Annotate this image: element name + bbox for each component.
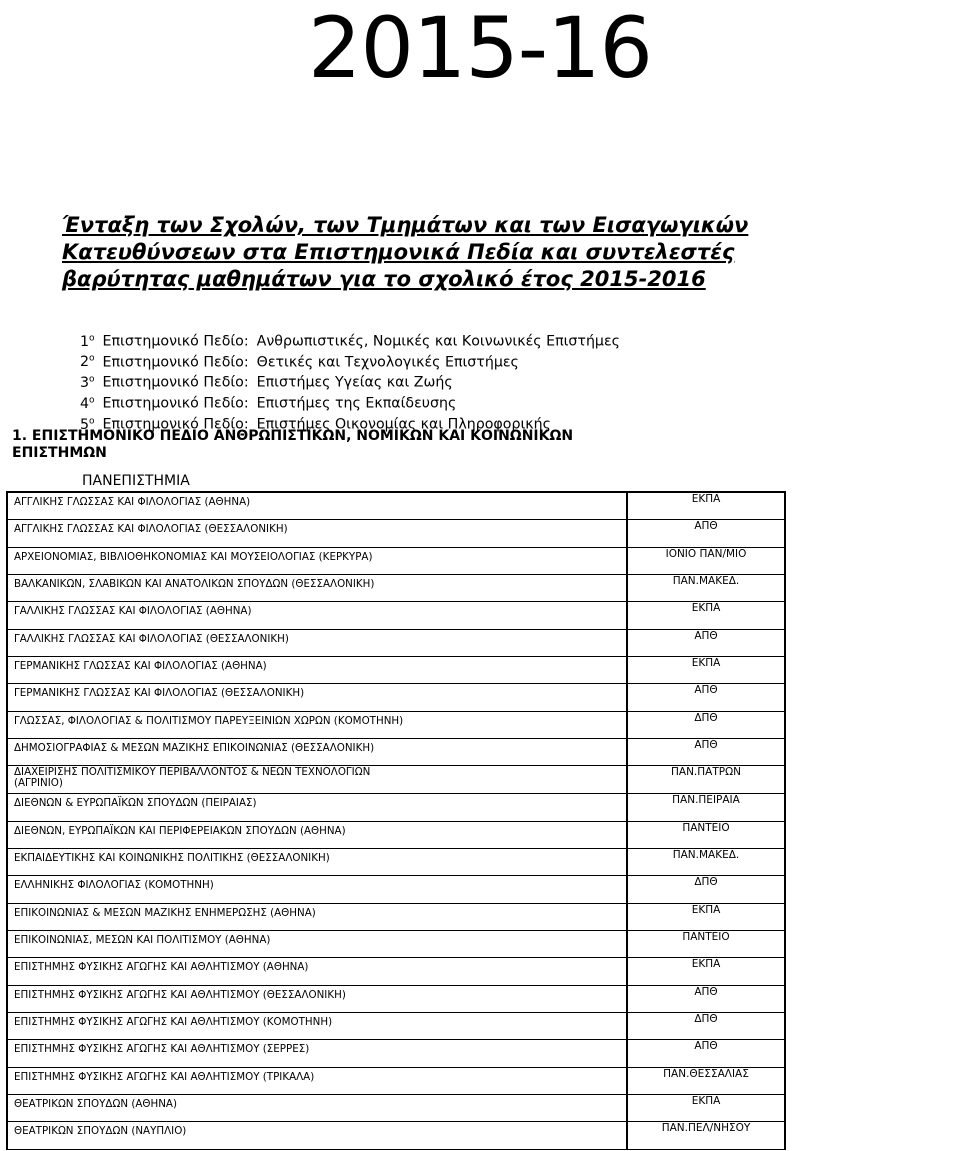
heading-line: Κατευθύνσεων στα Επιστημονικά Πεδία και συντελεστές bbox=[62, 240, 735, 264]
department-cell: ΕΚΠΑΙΔΕΥΤΙΚΗΣ ΚΑΙ ΚΟΙΝΩΝΙΚΗΣ ΠΟΛΙΤΙΚΗΣ (ΘΕΣΣΑΛΟΝΙΚΗ) bbox=[8, 849, 628, 875]
table-row bbox=[8, 1040, 786, 1067]
scientific-field-item bbox=[80, 371, 940, 392]
department-cell: ΔΙΑΧΕΙΡΙΣΗΣ ΠΟΛΙΤΙΣΜΙΚΟΥ ΠΕΡΙΒΑΛΛΟΝΤΟΣ & ΝΕΩΝ ΤΕΧΝΟΛΟΓΙΩΝ (ΑΓΡΙΝΙΟ) bbox=[8, 766, 628, 793]
university-cell: ΑΠΘ bbox=[628, 986, 786, 1012]
table-row bbox=[8, 684, 786, 711]
universities-heading: ΠΑΝΕΠΙΣΤΗΜΙΑ bbox=[82, 473, 190, 489]
field-name: Ανθρωπιστικές, Νομικές και Κοινωνικές Επιστήμες bbox=[256, 333, 620, 350]
department-cell: ΕΠΙΣΤΗΜΗΣ ΦΥΣΙΚΗΣ ΑΓΩΓΗΣ ΚΑΙ ΑΘΛΗΤΙΣΜΟΥ (ΑΘΗΝΑ) bbox=[8, 958, 628, 984]
university-cell: ΕΚΠΑ bbox=[628, 1095, 786, 1121]
table-row bbox=[8, 1095, 786, 1122]
field-label: Επιστημονικό Πεδίο: bbox=[102, 375, 249, 392]
table-row bbox=[8, 548, 786, 575]
university-cell: ΕΚΠΑ bbox=[628, 904, 786, 930]
department-cell: ΔΙΕΘΝΩΝ, ΕΥΡΩΠΑΪΚΩΝ ΚΑΙ ΠΕΡΙΦΕΡΕΙΑΚΩΝ ΣΠΟΥΔΩΝ (ΑΘΗΝΑ) bbox=[8, 822, 628, 848]
field-number: $3^o$ bbox=[80, 374, 95, 392]
table-row bbox=[8, 849, 786, 876]
table-row bbox=[8, 1068, 786, 1095]
field-number: $4^o$ bbox=[80, 395, 95, 412]
scientific-field-item bbox=[80, 351, 940, 372]
university-cell: ΑΠΘ bbox=[628, 739, 786, 765]
field-number: $5^o$ bbox=[80, 415, 95, 433]
table-row bbox=[8, 657, 786, 684]
document-heading bbox=[62, 212, 942, 293]
university-cell: ΔΠΘ bbox=[628, 712, 786, 738]
field-name: Θετικές και Τεχνολογικές Επιστήμες bbox=[256, 354, 519, 371]
table-row bbox=[8, 766, 786, 794]
table-row bbox=[8, 1013, 786, 1040]
field-name: Επιστήμες Υγείας και Ζωής bbox=[256, 375, 453, 392]
field-label: Επιστημονικό Πεδίο: bbox=[102, 395, 249, 412]
university-cell: ΕΚΠΑ bbox=[628, 958, 786, 984]
university-cell: ΑΠΘ bbox=[628, 630, 786, 656]
section-title-line: 1. ΕΠΙΣΤΗΜΟΝΙΚΟ ΠΕΔΙΟ ΑΝΘΡΩΠΙΣΤΙΚΩΝ, ΝΟΜΙΚΩΝ ΚΑΙ ΚΟΙΝΩΝΙΚΩΝ bbox=[12, 428, 574, 444]
department-cell: ΕΠΙΣΤΗΜΗΣ ΦΥΣΙΚΗΣ ΑΓΩΓΗΣ ΚΑΙ ΑΘΛΗΤΙΣΜΟΥ (ΘΕΣΣΑΛΟΝΙΚΗ) bbox=[8, 986, 628, 1012]
university-cell: ΕΚΠΑ bbox=[628, 657, 786, 683]
heading-line: βαρύτητας μαθημάτων για το σχολικό έτος 2015-2016 bbox=[62, 267, 706, 291]
slide-title: 2015-16 bbox=[308, 0, 652, 97]
department-cell: ΒΑΛΚΑΝΙΚΩΝ, ΣΛΑΒΙΚΩΝ ΚΑΙ ΑΝΑΤΟΛΙΚΩΝ ΣΠΟΥΔΩΝ (ΘΕΣΣΑΛΟΝΙΚΗ) bbox=[8, 575, 628, 601]
department-cell: ΑΓΓΛΙΚΗΣ ΓΛΩΣΣΑΣ ΚΑΙ ΦΙΛΟΛΟΓΙΑΣ (ΑΘΗΝΑ) bbox=[8, 493, 628, 519]
field-label: Επιστημονικό Πεδίο: bbox=[102, 354, 249, 371]
scientific-field-item bbox=[80, 392, 940, 413]
university-cell: ΠΑΝ.ΠΕΛ/ΝΗΣΟΥ bbox=[628, 1122, 786, 1148]
department-cell: ΕΠΙΣΤΗΜΗΣ ΦΥΣΙΚΗΣ ΑΓΩΓΗΣ ΚΑΙ ΑΘΛΗΤΙΣΜΟΥ (ΤΡΙΚΑΛΑ) bbox=[8, 1068, 628, 1094]
table-row bbox=[8, 794, 786, 821]
table-row bbox=[8, 712, 786, 739]
table-row bbox=[8, 876, 786, 903]
university-cell: ΔΠΘ bbox=[628, 876, 786, 902]
university-cell: ΠΑΝ.ΜΑΚΕΔ. bbox=[628, 575, 786, 601]
university-cell: ΑΠΘ bbox=[628, 520, 786, 546]
department-cell: ΘΕΑΤΡΙΚΩΝ ΣΠΟΥΔΩΝ (ΝΑΥΠΛΙΟ) bbox=[8, 1122, 628, 1148]
department-cell: ΔΗΜΟΣΙΟΓΡΑΦΙΑΣ & ΜΕΣΩΝ ΜΑΖΙΚΗΣ ΕΠΙΚΟΙΝΩΝΙΑΣ (ΘΕΣΣΑΛΟΝΙΚΗ) bbox=[8, 739, 628, 765]
table-row bbox=[8, 1122, 786, 1149]
department-cell: ΘΕΑΤΡΙΚΩΝ ΣΠΟΥΔΩΝ (ΑΘΗΝΑ) bbox=[8, 1095, 628, 1121]
university-cell: ΕΚΠΑ bbox=[628, 602, 786, 628]
department-cell: ΓΑΛΛΙΚΗΣ ΓΛΩΣΣΑΣ ΚΑΙ ΦΙΛΟΛΟΓΙΑΣ (ΑΘΗΝΑ) bbox=[8, 602, 628, 628]
department-cell: ΕΠΙΣΤΗΜΗΣ ΦΥΣΙΚΗΣ ΑΓΩΓΗΣ ΚΑΙ ΑΘΛΗΤΙΣΜΟΥ (ΚΟΜΟΤΗΝΗ) bbox=[8, 1013, 628, 1039]
table-row bbox=[8, 493, 786, 520]
field-name: Επιστήμες Οικονομίας και Πληροφορικής bbox=[256, 416, 551, 433]
field-number: $2^o$ bbox=[80, 353, 95, 371]
department-cell: ΔΙΕΘΝΩΝ & ΕΥΡΩΠΑΪΚΩΝ ΣΠΟΥΔΩΝ (ΠΕΙΡΑΙΑΣ) bbox=[8, 794, 628, 820]
department-cell: ΕΛΛΗΝΙΚΗΣ ΦΙΛΟΛΟΓΙΑΣ (ΚΟΜΟΤΗΝΗ) bbox=[8, 876, 628, 902]
department-cell: ΕΠΙΣΤΗΜΗΣ ΦΥΣΙΚΗΣ ΑΓΩΓΗΣ ΚΑΙ ΑΘΛΗΤΙΣΜΟΥ (ΣΕΡΡΕΣ) bbox=[8, 1040, 628, 1066]
field-name: Επιστήμες της Εκπαίδευσης bbox=[256, 395, 457, 412]
table-row bbox=[8, 575, 786, 602]
department-cell: ΕΠΙΚΟΙΝΩΝΙΑΣ & ΜΕΣΩΝ ΜΑΖΙΚΗΣ ΕΝΗΜΕΡΩΣΗΣ (ΑΘΗΝΑ) bbox=[8, 904, 628, 930]
field-label: Επιστημονικό Πεδίο: bbox=[102, 333, 249, 350]
university-cell: ΙΟΝΙΟ ΠΑΝ/ΜΙΟ bbox=[628, 548, 786, 574]
table-row bbox=[8, 931, 786, 958]
department-cell: ΕΠΙΚΟΙΝΩΝΙΑΣ, ΜΕΣΩΝ ΚΑΙ ΠΟΛΙΤΙΣΜΟΥ (ΑΘΗΝΑ) bbox=[8, 931, 628, 957]
table-row bbox=[8, 958, 786, 985]
university-cell: ΠΑΝ.ΜΑΚΕΔ. bbox=[628, 849, 786, 875]
table-row bbox=[8, 630, 786, 657]
table-row bbox=[8, 602, 786, 629]
table-row bbox=[8, 986, 786, 1013]
field-label: Επιστημονικό Πεδίο: bbox=[102, 416, 249, 433]
university-cell: ΑΠΘ bbox=[628, 1040, 786, 1066]
scientific-fields-list bbox=[80, 330, 940, 434]
university-cell: ΠΑΝ.ΠΕΙΡΑΙΑ bbox=[628, 794, 786, 820]
department-cell: ΑΓΓΛΙΚΗΣ ΓΛΩΣΣΑΣ ΚΑΙ ΦΙΛΟΛΟΓΙΑΣ (ΘΕΣΣΑΛΟΝΙΚΗ) bbox=[8, 520, 628, 546]
department-cell: ΓΑΛΛΙΚΗΣ ΓΛΩΣΣΑΣ ΚΑΙ ΦΙΛΟΛΟΓΙΑΣ (ΘΕΣΣΑΛΟΝΙΚΗ) bbox=[8, 630, 628, 656]
department-cell: ΓΕΡΜΑΝΙΚΗΣ ΓΛΩΣΣΑΣ ΚΑΙ ΦΙΛΟΛΟΓΙΑΣ (ΑΘΗΝΑ) bbox=[8, 657, 628, 683]
table-row bbox=[8, 904, 786, 931]
section-title bbox=[12, 428, 912, 462]
section-title-line: ΕΠΙΣΤΗΜΩΝ bbox=[12, 445, 107, 461]
scientific-field-item bbox=[80, 330, 940, 351]
table-row bbox=[8, 520, 786, 547]
university-cell: ΔΠΘ bbox=[628, 1013, 786, 1039]
departments-table bbox=[6, 491, 786, 1150]
department-cell: ΑΡΧΕΙΟΝΟΜΙΑΣ, ΒΙΒΛΙΟΘΗΚΟΝΟΜΙΑΣ ΚΑΙ ΜΟΥΣΕΙΟΛΟΓΙΑΣ (ΚΕΡΚΥΡΑ) bbox=[8, 548, 628, 574]
university-cell: ΠΑΝ.ΠΑΤΡΩΝ bbox=[628, 766, 786, 793]
university-cell: ΑΠΘ bbox=[628, 684, 786, 710]
heading-line: Ένταξη των Σχολών, των Τμημάτων και των Εισαγωγικών bbox=[62, 213, 749, 237]
university-cell: ΕΚΠΑ bbox=[628, 493, 786, 519]
field-number: $1^o$ bbox=[80, 333, 95, 350]
university-cell: ΠΑΝ.ΘΕΣΣΑΛΙΑΣ bbox=[628, 1068, 786, 1094]
table-row bbox=[8, 739, 786, 766]
department-cell: ΓΕΡΜΑΝΙΚΗΣ ΓΛΩΣΣΑΣ ΚΑΙ ΦΙΛΟΛΟΓΙΑΣ (ΘΕΣΣΑΛΟΝΙΚΗ) bbox=[8, 684, 628, 710]
department-cell: ΓΛΩΣΣΑΣ, ΦΙΛΟΛΟΓΙΑΣ & ΠΟΛΙΤΙΣΜΟΥ ΠΑΡΕΥΞΕΙΝΙΩΝ ΧΩΡΩΝ (ΚΟΜΟΤΗΝΗ) bbox=[8, 712, 628, 738]
university-cell: ΠΑΝΤΕΙΟ bbox=[628, 931, 786, 957]
university-cell: ΠΑΝΤΕΙΟ bbox=[628, 822, 786, 848]
table-row bbox=[8, 822, 786, 849]
